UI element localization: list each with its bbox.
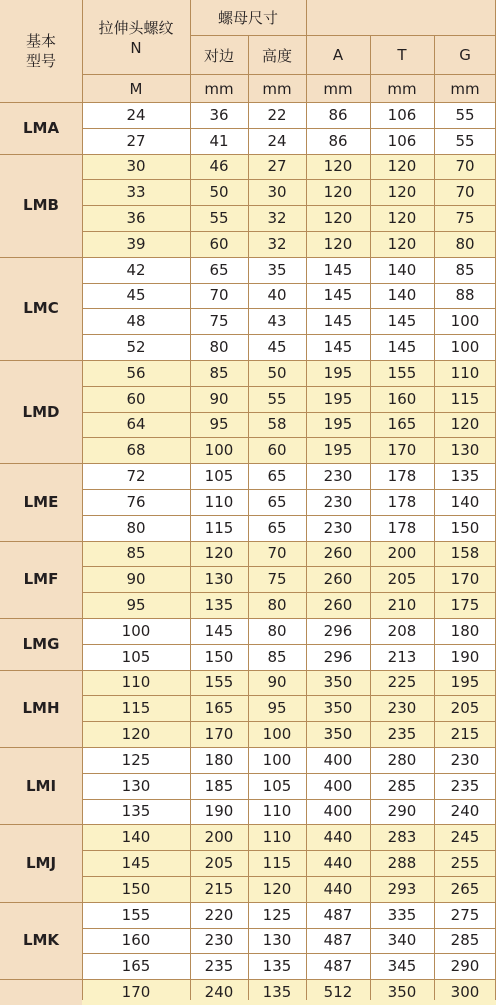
model-cell-lme: LME [0, 463, 82, 540]
table-cell: 135 [190, 592, 248, 618]
table-cell: 230 [306, 515, 370, 541]
table-cell: 158 [434, 541, 496, 567]
table-cell: 230 [370, 695, 434, 721]
table-cell: 120 [306, 205, 370, 231]
table-cell: 180 [190, 747, 248, 773]
header-model-label [0, 0, 82, 102]
table-cell: 80 [190, 334, 248, 360]
table-cell: 60 [248, 437, 306, 463]
table-cell: 145 [306, 283, 370, 309]
table-cell: 70 [434, 154, 496, 180]
table-cell: 125 [248, 902, 306, 928]
table-cell: 120 [82, 721, 190, 747]
table-cell: 80 [248, 618, 306, 644]
model-cell-lmf: LMF [0, 541, 82, 618]
table-cell: 115 [190, 515, 248, 541]
table-cell: 105 [190, 463, 248, 489]
header-height: 高度 [248, 35, 306, 75]
table-cell: 487 [306, 902, 370, 928]
table-cell: 45 [248, 334, 306, 360]
header-rule [190, 74, 496, 75]
table-cell: 300 [434, 979, 496, 1005]
header-col-a: A [306, 35, 370, 75]
table-cell: 46 [190, 154, 248, 180]
table-cell: 110 [248, 799, 306, 825]
model-cell-lmb: LMB [0, 154, 82, 257]
header-thread-label [82, 0, 190, 75]
table-cell: 285 [434, 928, 496, 954]
table-cell: 43 [248, 308, 306, 334]
table-cell: 160 [82, 928, 190, 954]
table-cell: 32 [248, 231, 306, 257]
table-cell: 120 [370, 154, 434, 180]
table-cell: 293 [370, 876, 434, 902]
table-cell: 165 [370, 412, 434, 438]
table-cell: 130 [82, 773, 190, 799]
header-unit-1: mm [190, 75, 248, 102]
table-cell: 487 [306, 953, 370, 979]
table-cell: 170 [190, 721, 248, 747]
table-cell: 165 [190, 695, 248, 721]
table-cell: 155 [370, 360, 434, 386]
table-cell: 64 [82, 412, 190, 438]
table-cell: 120 [306, 179, 370, 205]
table-cell: 235 [434, 773, 496, 799]
table-cell: 213 [370, 644, 434, 670]
table-cell: 36 [190, 102, 248, 128]
model-cell-lmk: LMK [0, 902, 82, 979]
table-cell: 240 [190, 979, 248, 1005]
table-cell: 155 [82, 902, 190, 928]
table-cell: 140 [370, 283, 434, 309]
table-cell: 178 [370, 515, 434, 541]
table-cell: 42 [82, 257, 190, 283]
table-cell: 210 [370, 592, 434, 618]
table-cell: 106 [370, 128, 434, 154]
header-unit-5: mm [434, 75, 496, 102]
table-cell: 115 [434, 386, 496, 412]
table-cell: 170 [82, 979, 190, 1005]
table-cell: 24 [82, 102, 190, 128]
model-cell-lma: LMA [0, 102, 82, 154]
table-cell: 115 [82, 695, 190, 721]
table-cell: 85 [190, 360, 248, 386]
model-cell-continued [0, 979, 82, 1005]
table-cell: 215 [190, 876, 248, 902]
table-cell: 200 [370, 541, 434, 567]
table-cell: 100 [190, 437, 248, 463]
header-across-flats: 对边 [190, 35, 248, 75]
table-cell: 150 [82, 876, 190, 902]
table-cell: 135 [248, 953, 306, 979]
table-cell: 50 [190, 179, 248, 205]
table-cell: 195 [306, 386, 370, 412]
table-cell: 280 [370, 747, 434, 773]
table-cell: 85 [248, 644, 306, 670]
table-cell: 178 [370, 489, 434, 515]
table-cell: 225 [370, 670, 434, 696]
header-nut-group-label: 螺母尺寸 [190, 0, 306, 35]
table-cell: 165 [82, 953, 190, 979]
table-cell: 170 [434, 566, 496, 592]
model-cell-lmc: LMC [0, 257, 82, 360]
table-cell: 100 [82, 618, 190, 644]
table-cell: 55 [248, 386, 306, 412]
table-cell: 85 [434, 257, 496, 283]
table-cell: 350 [306, 670, 370, 696]
table-cell: 30 [248, 179, 306, 205]
column-rule [190, 0, 191, 1000]
table-cell: 27 [82, 128, 190, 154]
table-cell: 230 [434, 747, 496, 773]
table-cell: 150 [190, 644, 248, 670]
table-cell: 230 [306, 463, 370, 489]
header-col-g: G [434, 35, 496, 75]
table-cell: 75 [190, 308, 248, 334]
table-cell: 41 [190, 128, 248, 154]
table-cell: 120 [370, 179, 434, 205]
table-cell: 155 [190, 670, 248, 696]
table-cell: 90 [190, 386, 248, 412]
header-unit-4: mm [370, 75, 434, 102]
table-cell: 95 [82, 592, 190, 618]
table-cell: 145 [306, 334, 370, 360]
table-cell: 145 [306, 308, 370, 334]
table-cell: 180 [434, 618, 496, 644]
table-cell: 50 [248, 360, 306, 386]
table-cell: 120 [306, 154, 370, 180]
header-thread-label-line-1: N [130, 38, 142, 57]
table-cell: 235 [190, 953, 248, 979]
table-cell: 90 [82, 566, 190, 592]
table-cell: 30 [82, 154, 190, 180]
table-cell: 175 [434, 592, 496, 618]
model-cell-lmg: LMG [0, 618, 82, 670]
table-cell: 350 [370, 979, 434, 1005]
table-cell: 80 [248, 592, 306, 618]
table-cell: 65 [248, 489, 306, 515]
table-cell: 208 [370, 618, 434, 644]
table-cell: 60 [190, 231, 248, 257]
table-cell: 205 [190, 850, 248, 876]
table-cell: 255 [434, 850, 496, 876]
table-cell: 345 [370, 953, 434, 979]
table-cell: 135 [82, 799, 190, 825]
table-cell: 487 [306, 928, 370, 954]
table-cell: 55 [434, 128, 496, 154]
table-cell: 120 [370, 231, 434, 257]
table-cell: 24 [248, 128, 306, 154]
table-cell: 135 [248, 979, 306, 1005]
table-cell: 230 [190, 928, 248, 954]
table-cell: 65 [248, 463, 306, 489]
table-cell: 65 [248, 515, 306, 541]
table-cell: 120 [370, 205, 434, 231]
table-cell: 290 [370, 799, 434, 825]
table-cell: 512 [306, 979, 370, 1005]
table-cell: 400 [306, 747, 370, 773]
table-cell: 115 [248, 850, 306, 876]
table-cell: 125 [82, 747, 190, 773]
table-cell: 260 [306, 541, 370, 567]
table-cell: 290 [434, 953, 496, 979]
column-rule [82, 0, 83, 1000]
table-cell: 35 [248, 257, 306, 283]
table-cell: 100 [248, 747, 306, 773]
table-cell: 260 [306, 592, 370, 618]
table-cell: 106 [370, 102, 434, 128]
table-cell: 185 [190, 773, 248, 799]
header-unit-3: mm [306, 75, 370, 102]
table-cell: 39 [82, 231, 190, 257]
column-rule [306, 0, 307, 1000]
table-cell: 400 [306, 799, 370, 825]
table-cell: 335 [370, 902, 434, 928]
header-model-label-line-0: 基本 [25, 32, 56, 50]
table-cell: 70 [190, 283, 248, 309]
table-cell: 275 [434, 902, 496, 928]
table-cell: 110 [434, 360, 496, 386]
header-blank-cell [306, 0, 496, 35]
table-cell: 55 [190, 205, 248, 231]
table-cell: 110 [248, 824, 306, 850]
header-col-t: T [370, 35, 434, 75]
table-cell: 86 [306, 102, 370, 128]
table-cell: 120 [190, 541, 248, 567]
column-rule [434, 35, 435, 1000]
table-cell: 80 [434, 231, 496, 257]
table-cell: 195 [434, 670, 496, 696]
table-cell: 340 [370, 928, 434, 954]
table-cell: 195 [306, 360, 370, 386]
table-cell: 245 [434, 824, 496, 850]
header-model-label-line-1: 型号 [25, 52, 56, 70]
table-cell: 95 [190, 412, 248, 438]
table-cell: 88 [434, 283, 496, 309]
table-cell: 33 [82, 179, 190, 205]
table-cell: 56 [82, 360, 190, 386]
table-cell: 130 [248, 928, 306, 954]
header-rule [82, 74, 190, 75]
table-cell: 105 [82, 644, 190, 670]
model-cell-lmi: LMI [0, 747, 82, 824]
header-unit-0: M [82, 75, 190, 102]
table-cell: 135 [434, 463, 496, 489]
table-cell: 80 [82, 515, 190, 541]
table-cell: 85 [82, 541, 190, 567]
table-cell: 350 [306, 695, 370, 721]
table-cell: 45 [82, 283, 190, 309]
table-cell: 195 [306, 437, 370, 463]
table-cell: 160 [370, 386, 434, 412]
table-cell: 178 [370, 463, 434, 489]
table-cell: 95 [248, 695, 306, 721]
table-cell: 145 [306, 257, 370, 283]
model-cell-lmj: LMJ [0, 824, 82, 901]
table-cell: 60 [82, 386, 190, 412]
table-cell: 22 [248, 102, 306, 128]
table-cell: 110 [82, 670, 190, 696]
table-cell: 205 [434, 695, 496, 721]
table-cell: 130 [434, 437, 496, 463]
table-cell: 220 [190, 902, 248, 928]
table-cell: 48 [82, 308, 190, 334]
table-cell: 140 [434, 489, 496, 515]
table-cell: 100 [434, 334, 496, 360]
table-cell: 72 [82, 463, 190, 489]
table-cell: 145 [82, 850, 190, 876]
table-cell: 195 [306, 412, 370, 438]
table-cell: 170 [370, 437, 434, 463]
header-unit-2: mm [248, 75, 306, 102]
table-cell: 70 [248, 541, 306, 567]
table-cell: 105 [248, 773, 306, 799]
table-cell: 86 [306, 128, 370, 154]
table-cell: 76 [82, 489, 190, 515]
table-cell: 68 [82, 437, 190, 463]
table-cell: 120 [248, 876, 306, 902]
table-cell: 90 [248, 670, 306, 696]
table-cell: 205 [370, 566, 434, 592]
table-cell: 40 [248, 283, 306, 309]
column-rule [248, 35, 249, 1000]
table-cell: 235 [370, 721, 434, 747]
model-cell-lmd: LMD [0, 360, 82, 463]
table-cell: 70 [434, 179, 496, 205]
table-cell: 190 [434, 644, 496, 670]
table-cell: 350 [306, 721, 370, 747]
column-rule [370, 35, 371, 1000]
table-cell: 55 [434, 102, 496, 128]
table-cell: 140 [82, 824, 190, 850]
table-cell: 440 [306, 850, 370, 876]
header-thread-label-line-0: 拉伸头螺纹 [98, 18, 174, 37]
table-cell: 100 [434, 308, 496, 334]
table-cell: 260 [306, 566, 370, 592]
table-cell: 32 [248, 205, 306, 231]
table-cell: 145 [370, 308, 434, 334]
table-cell: 110 [190, 489, 248, 515]
table-cell: 145 [190, 618, 248, 644]
table-cell: 120 [434, 412, 496, 438]
table-cell: 265 [434, 876, 496, 902]
table-cell: 440 [306, 876, 370, 902]
table-cell: 75 [434, 205, 496, 231]
table-cell: 296 [306, 644, 370, 670]
model-cell-lmh: LMH [0, 670, 82, 747]
table-cell: 288 [370, 850, 434, 876]
table-cell: 52 [82, 334, 190, 360]
table-cell: 36 [82, 205, 190, 231]
table-cell: 240 [434, 799, 496, 825]
table-cell: 296 [306, 618, 370, 644]
header-rule [190, 35, 496, 36]
table-cell: 440 [306, 824, 370, 850]
table-cell: 215 [434, 721, 496, 747]
table-cell: 130 [190, 566, 248, 592]
table-cell: 145 [370, 334, 434, 360]
table-cell: 150 [434, 515, 496, 541]
table-cell: 65 [190, 257, 248, 283]
table-cell: 200 [190, 824, 248, 850]
table-cell: 230 [306, 489, 370, 515]
table-cell: 400 [306, 773, 370, 799]
table-cell: 283 [370, 824, 434, 850]
table-cell: 190 [190, 799, 248, 825]
table-cell: 285 [370, 773, 434, 799]
table-cell: 120 [306, 231, 370, 257]
table-cell: 75 [248, 566, 306, 592]
table-cell: 100 [248, 721, 306, 747]
table-cell: 27 [248, 154, 306, 180]
table-cell: 140 [370, 257, 434, 283]
table-cell: 58 [248, 412, 306, 438]
